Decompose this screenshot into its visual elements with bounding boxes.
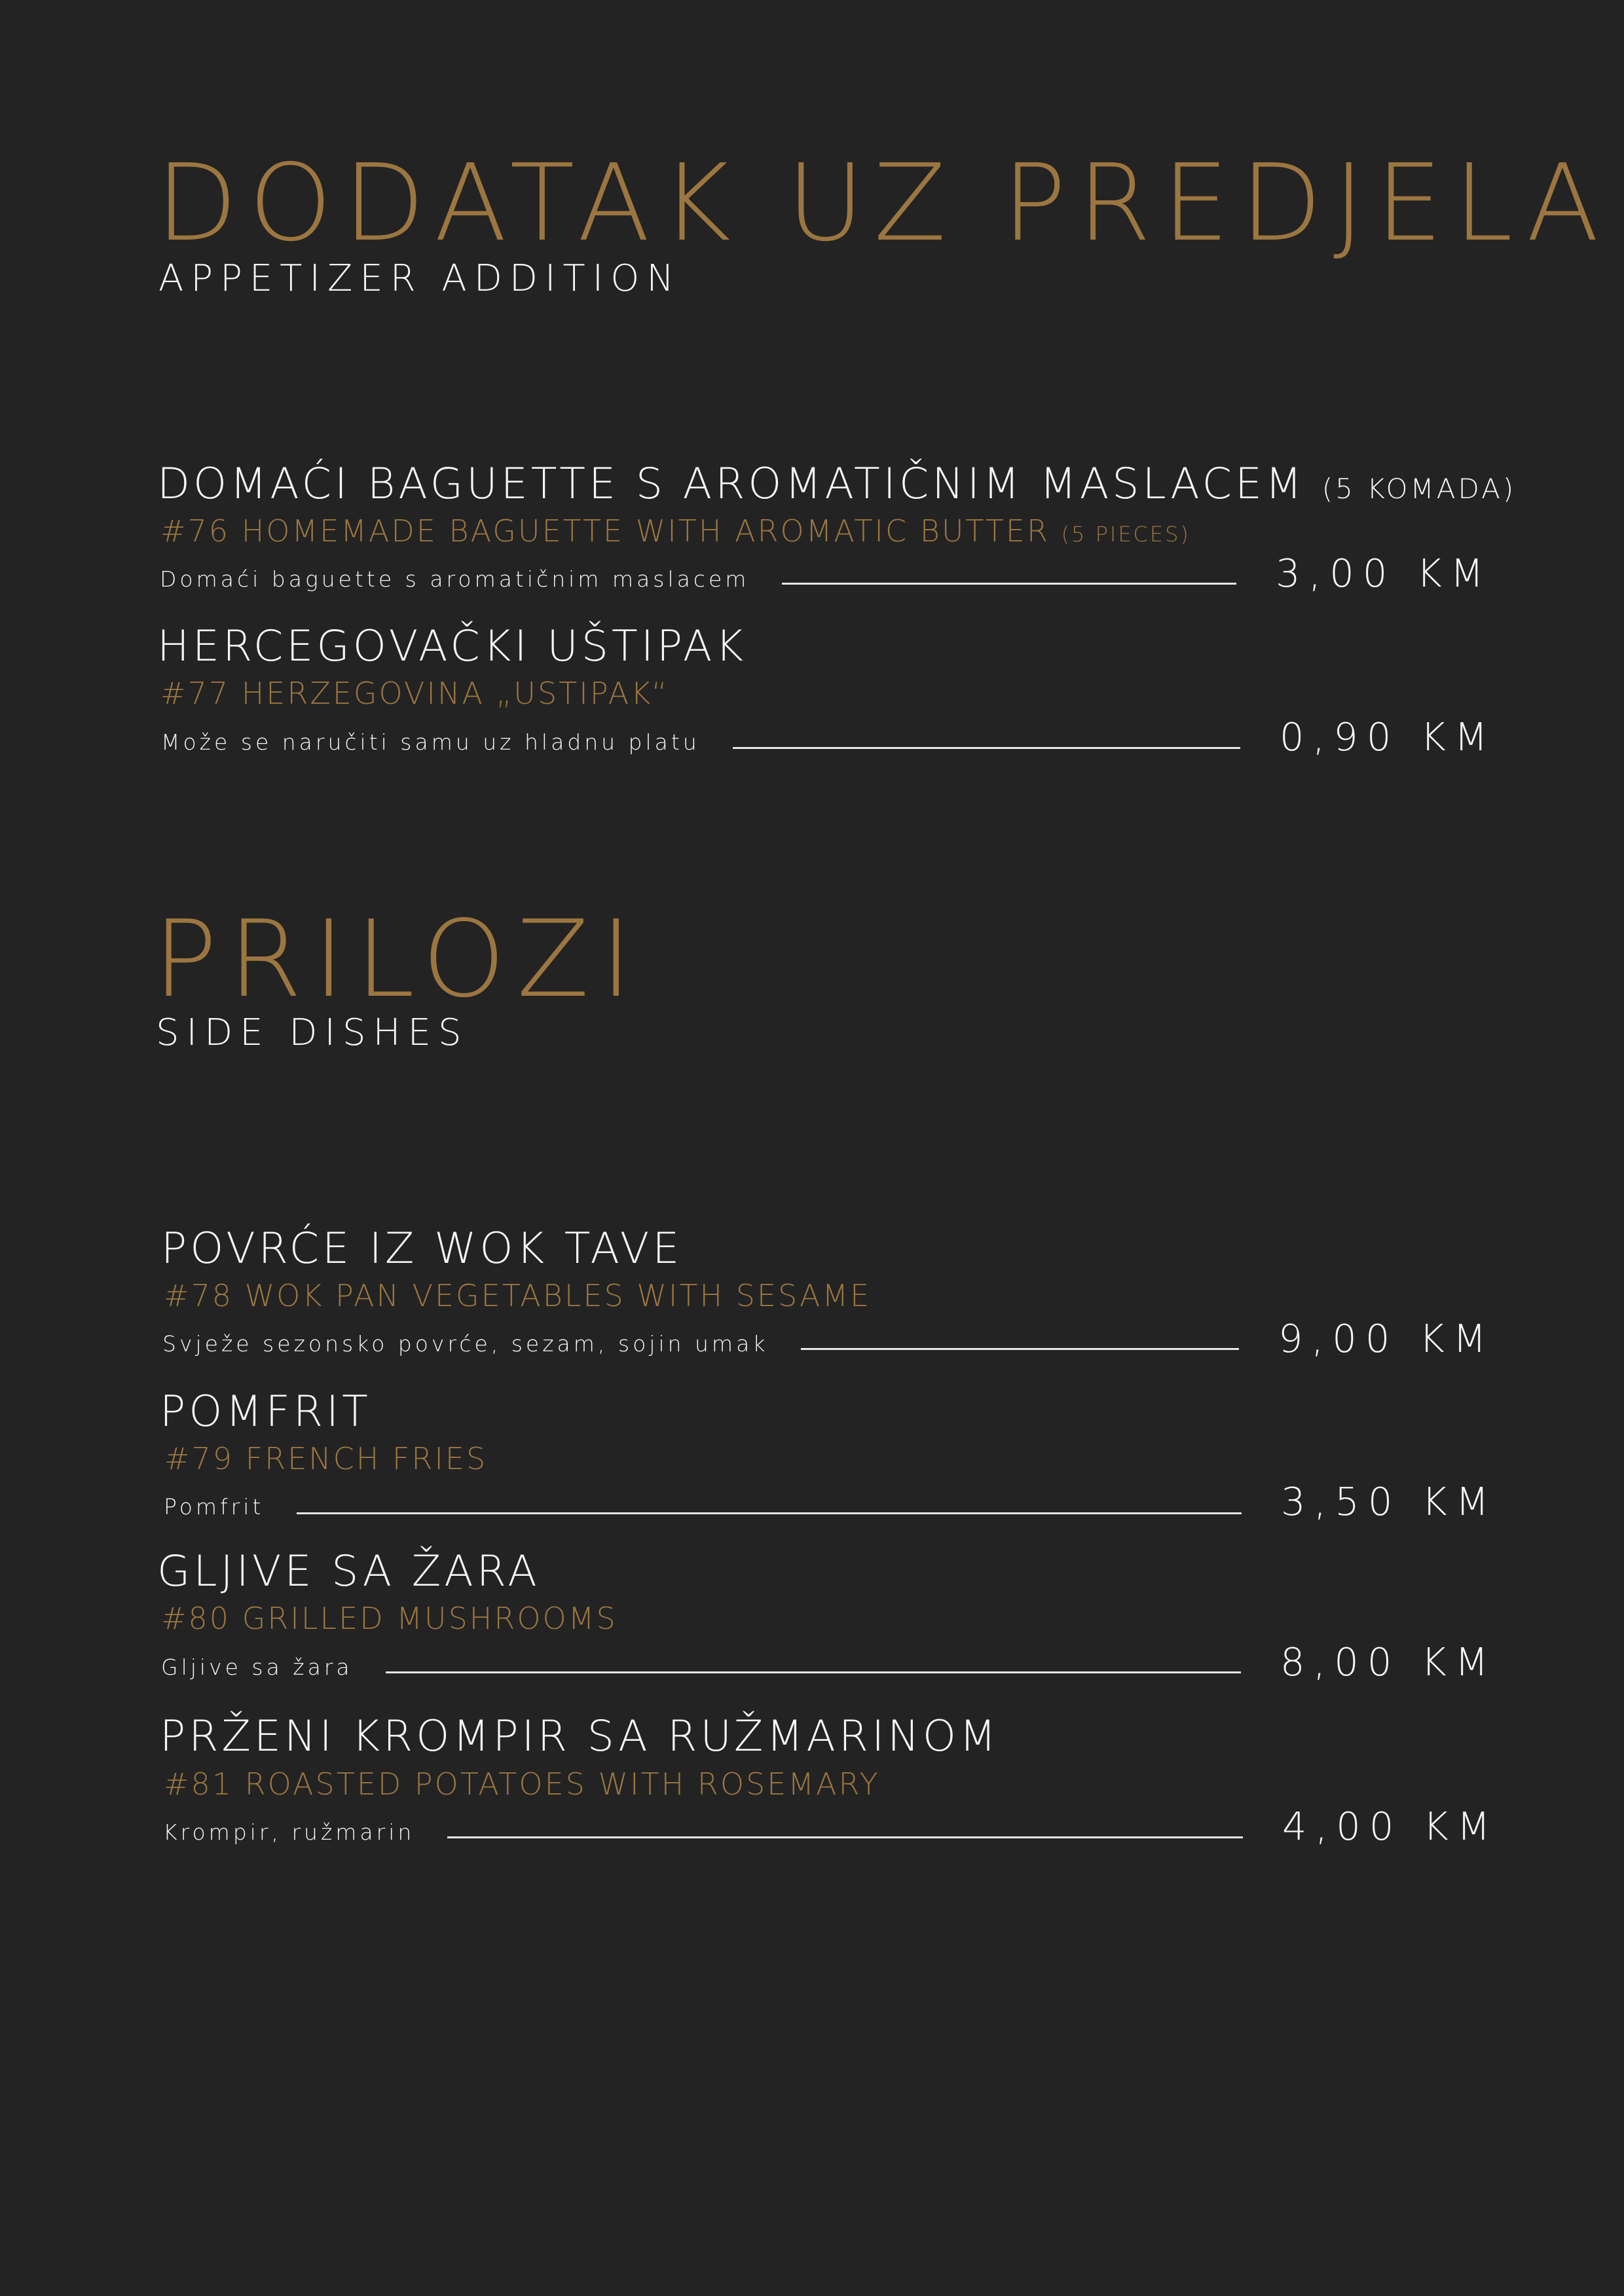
item-name: PRŽENI KROMPIR SA RUŽMARINOM: [160, 1712, 1000, 1761]
section-subtitle: SIDE DISHES: [156, 1011, 469, 1054]
item-name: [157, 460, 1517, 509]
item-name: POVRĆE IZ WOK TAVE: [161, 1224, 683, 1273]
item-price: 3,50 KM: [1281, 1479, 1498, 1524]
price-leader-line: [297, 1512, 1242, 1514]
item-english-name: #81 ROASTED POTATOES WITH ROSEMARY: [164, 1766, 880, 1802]
section-title: DODATAK UZ PREDJELA: [156, 142, 1610, 265]
item-description: Pomfrit: [164, 1494, 265, 1520]
item-english-name: #77 HERZEGOVINA „USTIPAK“: [160, 676, 669, 711]
price-leader-line: [801, 1348, 1239, 1350]
item-description: Domaći baguette s aromatičnim maslacem: [160, 566, 750, 592]
item-description: Može se naručiti samu uz hladnu platu: [161, 729, 700, 755]
item-english-name: [160, 513, 1190, 549]
section-subtitle: APPETIZER ADDITION: [158, 257, 682, 300]
item-description: Gljive sa žara: [161, 1654, 353, 1680]
item-name-suffix: (5 KOMADA): [1321, 473, 1517, 505]
item-price: 4,00 KM: [1282, 1804, 1499, 1849]
item-name: HERCEGOVAČKI UŠTIPAK: [157, 622, 747, 671]
item-name: POMFRIT: [160, 1387, 371, 1436]
price-leader-line: [447, 1836, 1243, 1838]
item-name-text: DOMAĆI BAGUETTE S AROMATIČNIM MASLACEM: [157, 460, 1306, 509]
item-price: 8,00 KM: [1280, 1639, 1497, 1685]
item-english-suffix: (5 PIECES): [1061, 522, 1190, 547]
item-price: 3,00 KM: [1276, 551, 1492, 596]
price-leader-line: [782, 583, 1236, 585]
item-english-name: #80 GRILLED MUSHROOMS: [161, 1601, 618, 1636]
item-english-text: #76 HOMEMADE BAGUETTE WITH AROMATIC BUTTER: [160, 513, 1050, 549]
price-leader-line: [386, 1671, 1241, 1673]
price-leader-line: [733, 747, 1240, 749]
item-english-name: #79 FRENCH FRIES: [164, 1441, 488, 1476]
item-price: 9,00 KM: [1278, 1316, 1495, 1361]
item-price: 0,90 KM: [1280, 714, 1496, 759]
item-description: Krompir, ružmarin: [163, 1819, 415, 1845]
section-title: PRILOZI: [153, 898, 643, 1021]
item-english-name: #78 WOK PAN VEGETABLES WITH SESAME: [164, 1278, 872, 1313]
item-description: Svježe sezonsko povrće, sezam, sojin umak: [162, 1331, 769, 1357]
item-name: GLJIVE SA ŽARA: [157, 1547, 540, 1596]
